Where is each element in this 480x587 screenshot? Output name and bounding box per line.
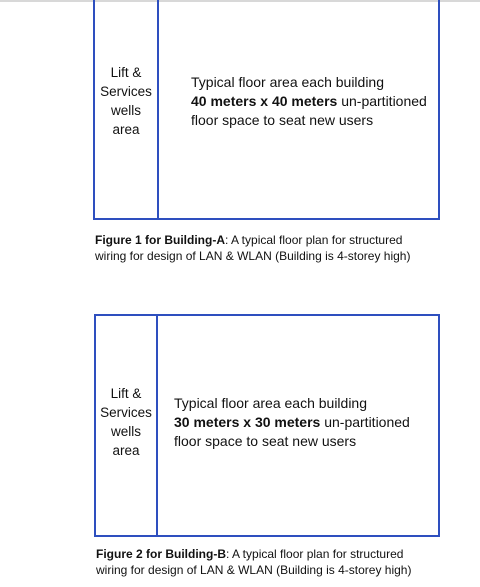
floor-line-3: floor space to seat new users <box>174 433 357 449</box>
wells-line: wells <box>110 103 141 118</box>
floor-line-2-rest: un-partitioned <box>320 414 410 430</box>
figure-2-caption <box>96 546 411 578</box>
lift-services-wells-label <box>95 63 157 139</box>
floor-line-1: Typical floor area each building <box>174 395 368 411</box>
wells-line: area <box>112 443 140 458</box>
floor-area-description <box>174 394 410 451</box>
lift-services-wells-label <box>96 384 156 460</box>
floor-line-2 <box>191 92 427 111</box>
floor-line-2 <box>174 413 410 432</box>
caption-text: : A typical floor plan for structured <box>226 547 404 561</box>
floor-area-description <box>191 73 427 130</box>
wells-line: area <box>112 122 140 137</box>
wells-line: Services <box>100 405 152 420</box>
floor-plan-building-b <box>94 314 440 537</box>
caption-text: : A typical floor plan for structured <box>225 233 403 247</box>
wells-line: Lift & <box>110 386 142 401</box>
floor-line-2-rest: un-partitioned <box>337 93 427 109</box>
caption-title: Figure 2 for Building-B <box>96 547 226 561</box>
floor-line-1: Typical floor area each building <box>191 74 385 90</box>
wells-line: Lift & <box>110 65 142 80</box>
wells-line: wells <box>110 424 141 439</box>
floor-dimensions: 40 meters x 40 meters <box>191 93 338 109</box>
wells-divider <box>156 316 158 535</box>
caption-text-line-2: wiring for design of LAN & WLAN (Building is 4-storey high) <box>96 563 412 577</box>
floor-dimensions: 30 meters x 30 meters <box>174 414 321 430</box>
wells-line: Services <box>100 84 152 99</box>
floor-line-3: floor space to seat new users <box>191 112 374 128</box>
figure-1-caption <box>95 232 410 264</box>
wells-divider <box>157 0 159 218</box>
floor-plan-building-a <box>93 0 440 220</box>
caption-title: Figure 1 for Building-A <box>95 233 225 247</box>
caption-text-line-2: wiring for design of LAN & WLAN (Building is 4-storey high) <box>95 249 411 263</box>
